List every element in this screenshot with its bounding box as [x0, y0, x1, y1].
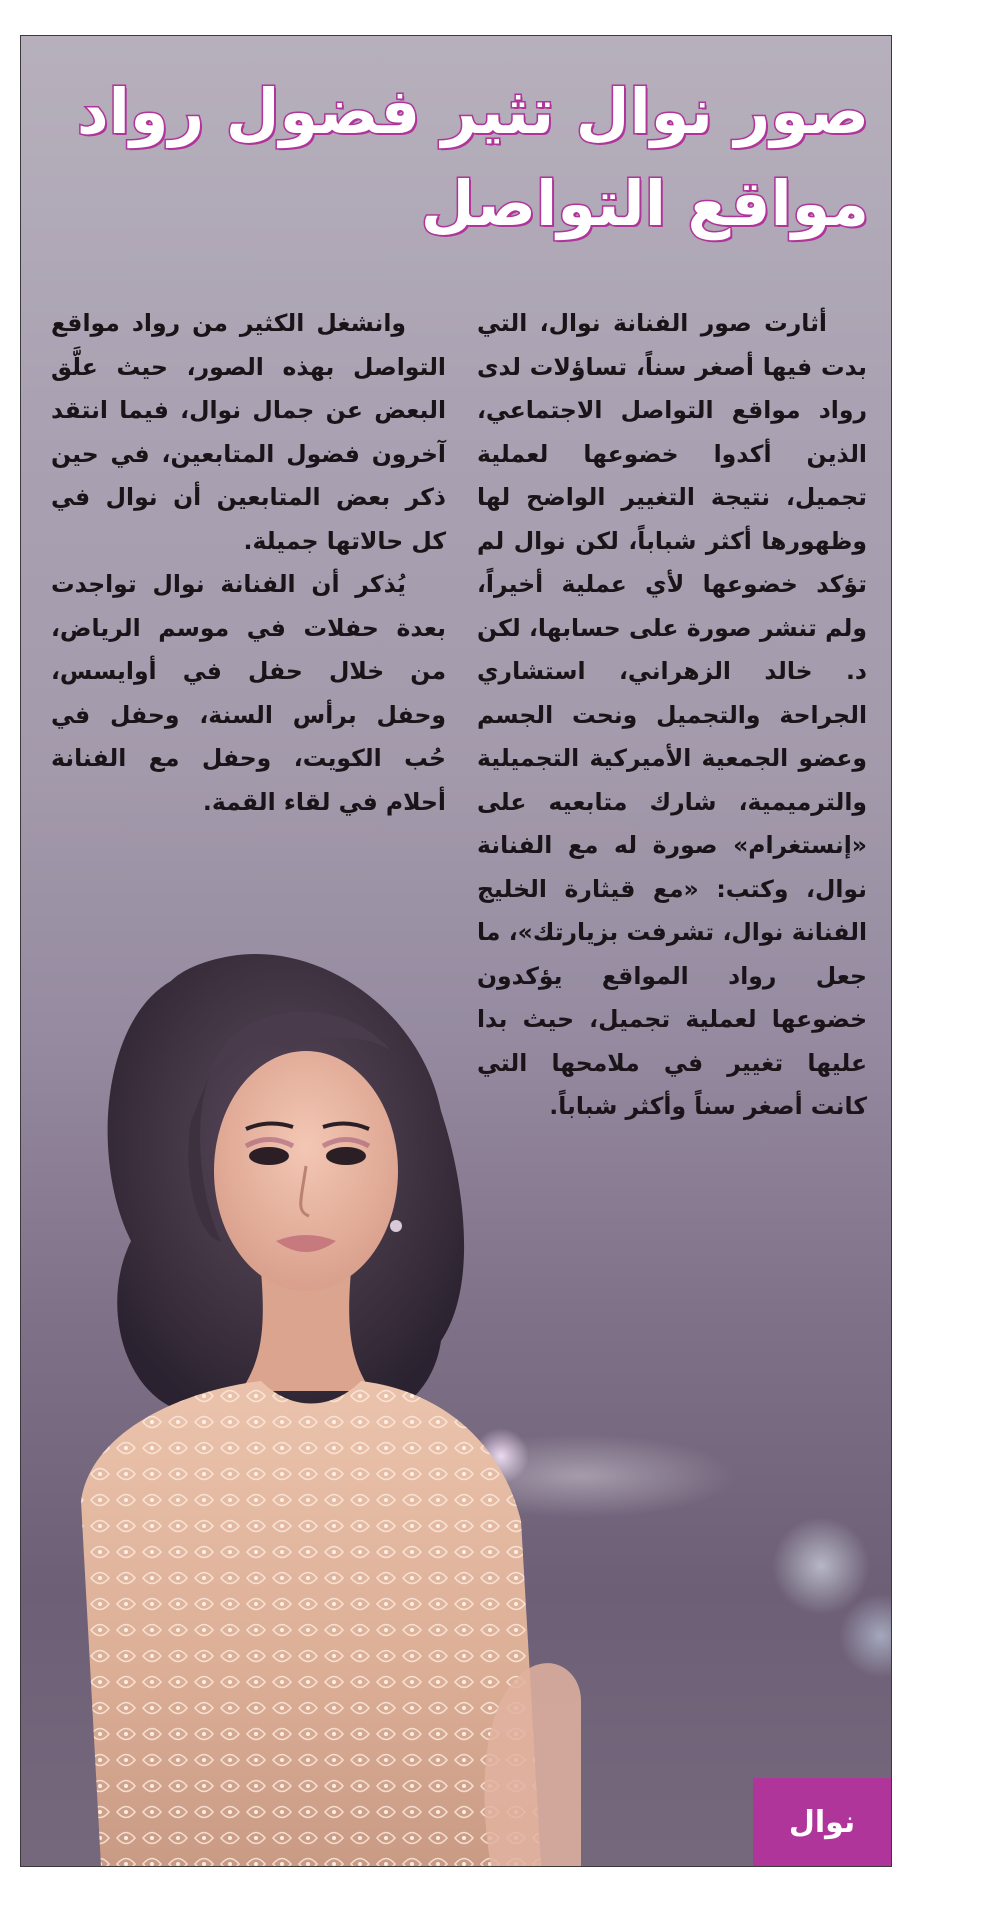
article-column-left [51, 302, 446, 824]
article-headline: صور نوال تثير فضول رواد مواقع التواصل [76, 75, 869, 240]
singer-portrait-photo [61, 941, 581, 1866]
photo-caption: نوال [788, 1804, 856, 1840]
article-paragraph: أثارت صور الفنانة نوال، التي بدت فيها أصغر سناً، تساؤلات لدى رواد مواقع التواصل الاجتماعي، الذين أكدوا خضوعها لعملية تجميل، نتيجة التغيير الواضح لها وظهورها أكثر شباباً، لكن نوال لم تؤكد خضوعها لأي عملية أخيراً، ولم تنشر صورة على حسابها، لكن د. خالد الزهراني، استشاري الجراحة والتجميل ونحت الجسم وعضو الجمعية الأميركية التجميلية والترميمية، شارك متابعيه على «إنستغرام» صورة له مع الفنانة نوال، وكتب: «مع قيثارة الخليج الفنانة نوال، تشرفت بزيارتك»، ما جعل رواد المواقع يؤكدون خضوعها لعملية تجميل، حيث بدا عليها تغيير في ملامحها التي كانت أصغر سناً وأكثر شباباً. [477, 309, 867, 1120]
article-paragraph: وانشغل الكثير من رواد مواقع التواصل بهذه الصور، حيث علَّق البعض عن جمال نوال، فيما انتقد آخرون فضول المتابعين، في حين ذكر بعض المتابعين أن نوال في كل حالاتها جميلة. [51, 309, 446, 555]
article-paragraph: يُذكر أن الفنانة نوال تواجدت بعدة حفلات في موسم الرياض، من خلال حفل في أوايسس، وحفل برأس السنة، وحفل في حُب الكويت، وحفل مع الفنانة أحلام في لقاء القمة. [51, 570, 446, 816]
article-panel [20, 35, 892, 1867]
photo-caption-box [753, 1778, 891, 1866]
